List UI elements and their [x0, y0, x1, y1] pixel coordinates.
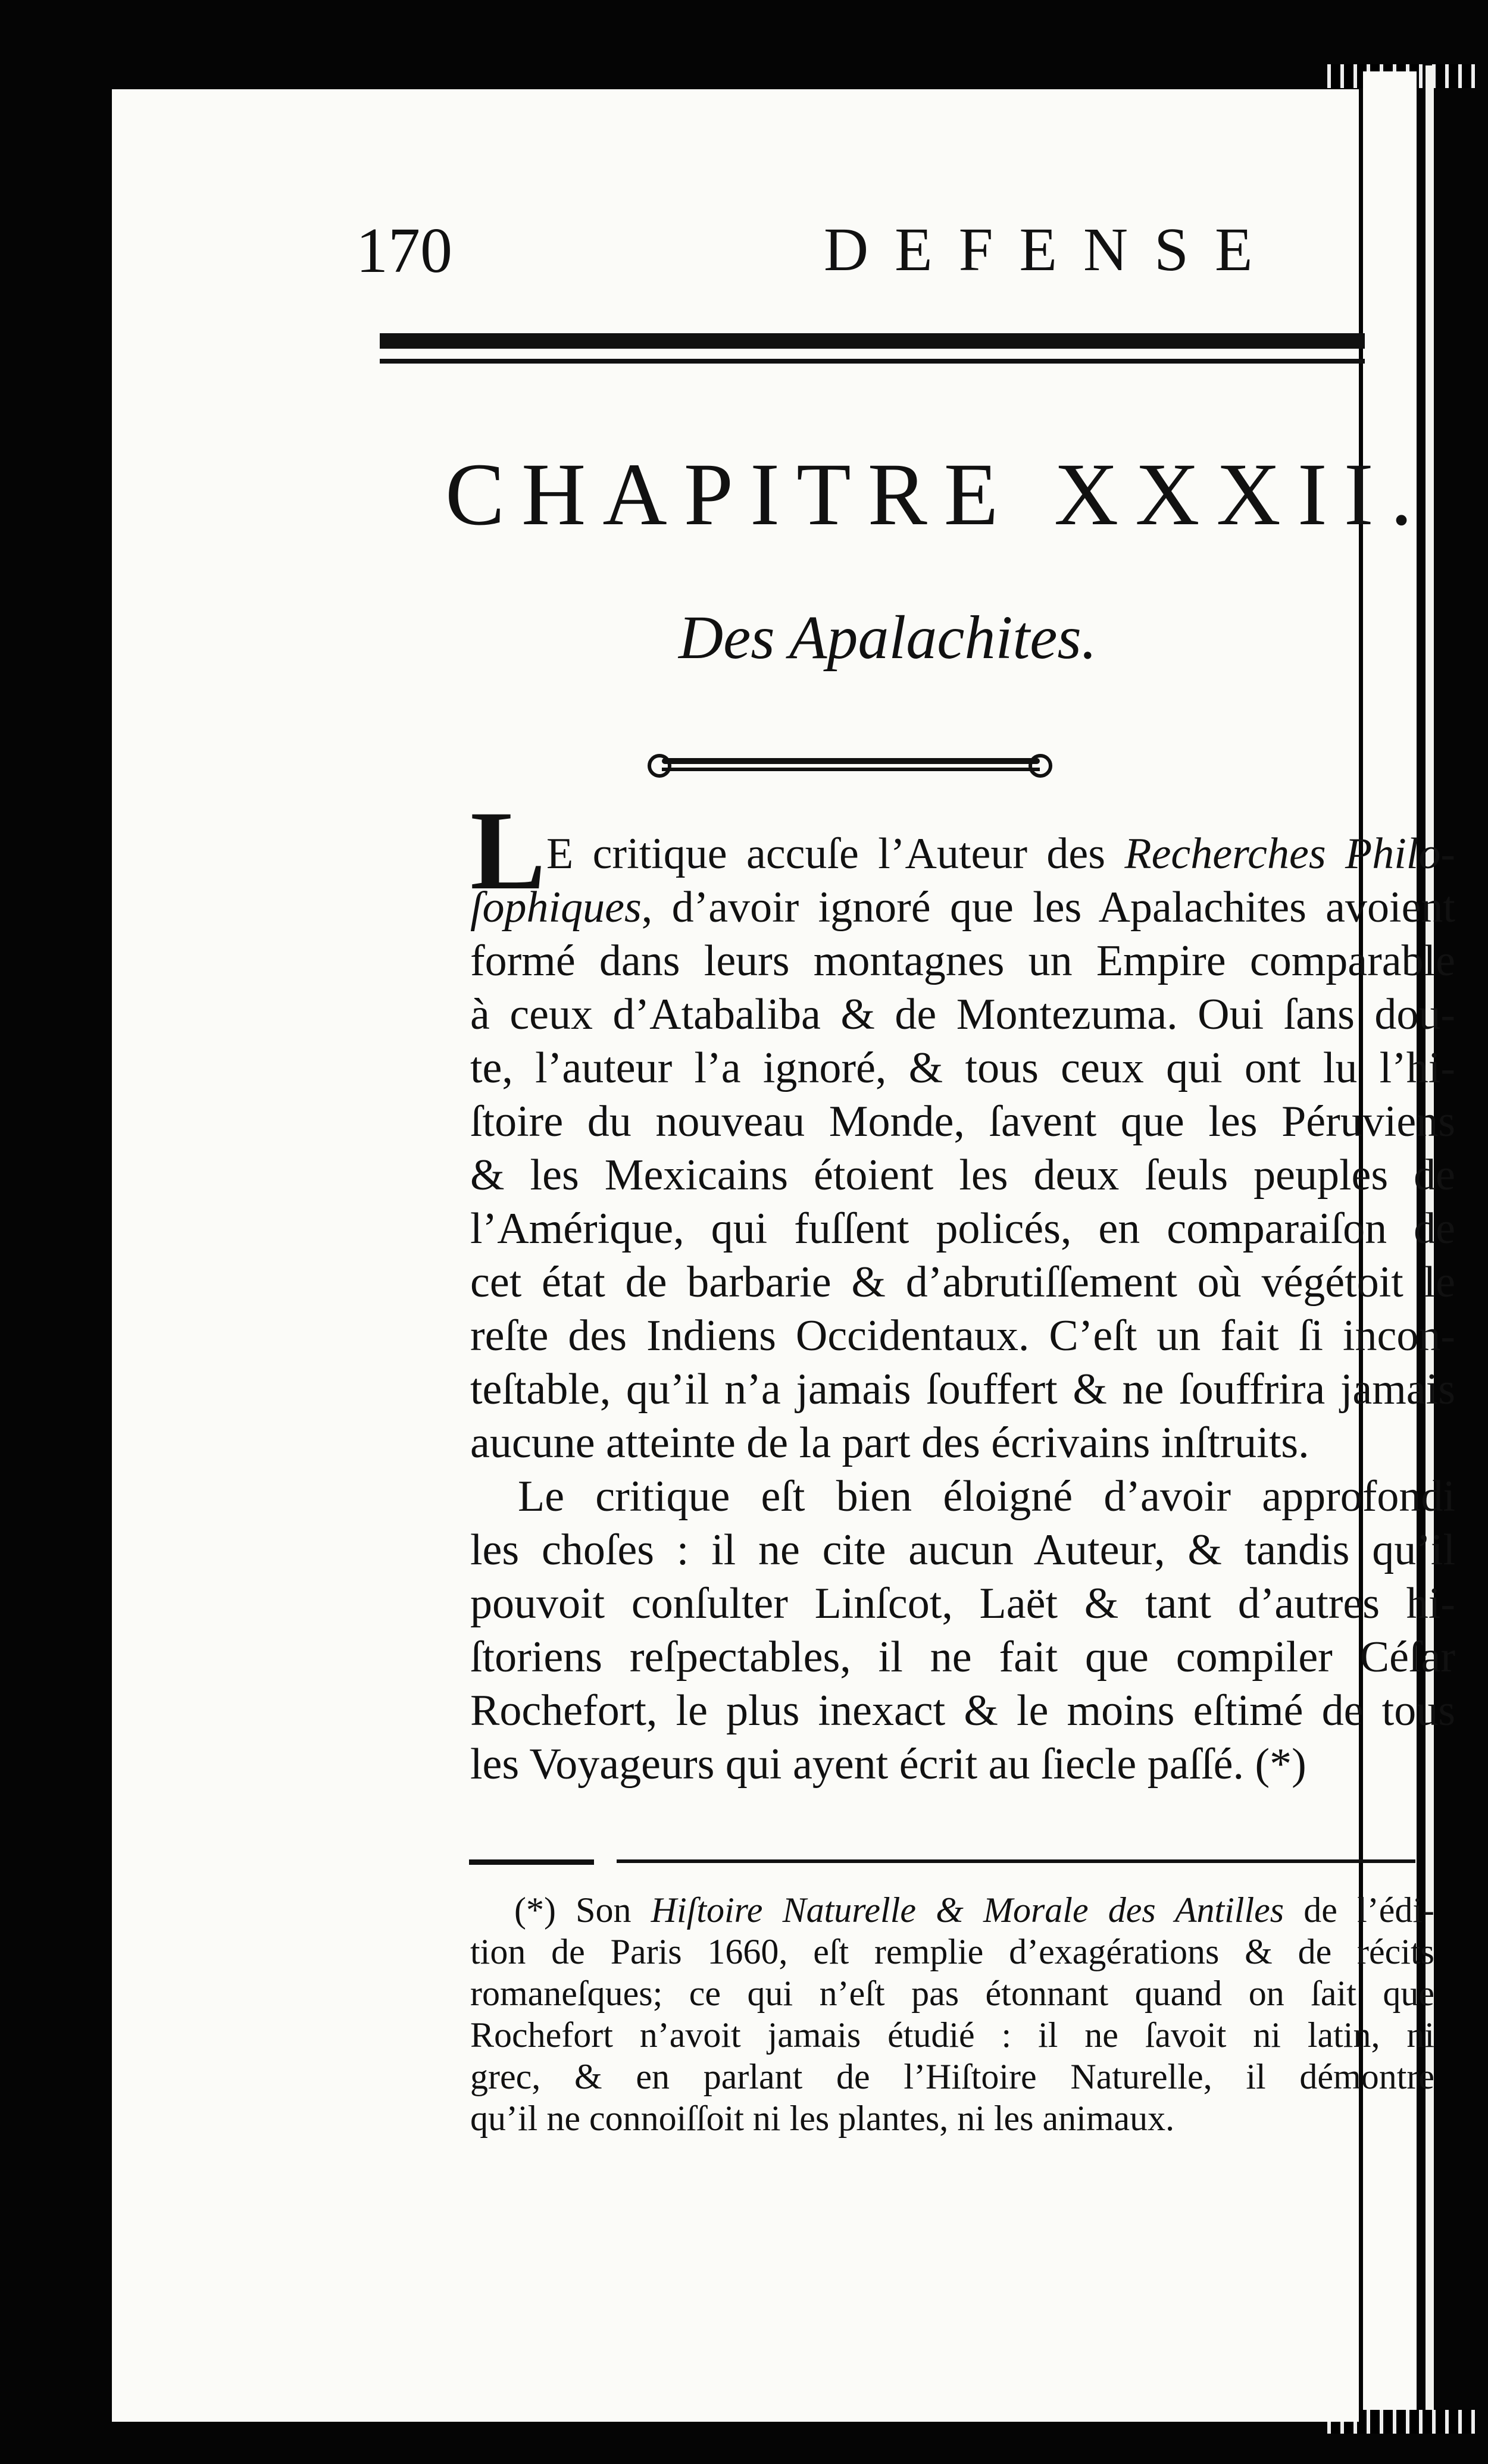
ornament-divider	[648, 753, 1052, 775]
footnote-line	[470, 1931, 1434, 1973]
ornament-line	[662, 768, 1040, 771]
body-text	[470, 827, 1455, 1791]
body-line	[470, 1684, 1455, 1737]
ornament-cap-left	[648, 754, 671, 778]
text-run: reſte des Indiens Occidentaux. C’eſt un fait ſi incon-	[470, 1311, 1455, 1360]
text-run: pouvoit conſulter Linſcot, Laët & tant d’autres hi-	[470, 1579, 1455, 1628]
drop-cap: L	[470, 788, 546, 913]
italic-text: Recherches Philo-	[1124, 829, 1455, 878]
body-line	[470, 827, 1455, 881]
body-line	[470, 1148, 1455, 1202]
body-line	[470, 1523, 1455, 1577]
body-line	[470, 1630, 1455, 1684]
text-run: , d’avoir ignoré que les Apalachites avoient	[641, 883, 1455, 932]
book-page	[112, 89, 1455, 2422]
running-head-title: DEFENSE	[824, 215, 1279, 284]
text-run: Rochefort, le plus inexact & le moins eſtimé de tous	[470, 1686, 1455, 1735]
header-rule-thick	[380, 333, 1365, 349]
chapter-title: CHAPITRE XXXII.	[445, 445, 1430, 544]
text-run: romaneſques; ce qui n’eſt pas étonnant quand on ſait que	[470, 1974, 1434, 2013]
running-head	[356, 214, 1427, 292]
body-line	[470, 1256, 1455, 1309]
text-run: Rochefort n’avoit jamais étudié : il ne ſavoit ni latin, ni	[470, 2015, 1434, 2055]
text-run: ſtoriens reſpectables, il ne fait que compiler Céſar	[470, 1633, 1455, 1682]
footnote-rule-short	[469, 1859, 594, 1865]
text-run: de l’édi-	[1284, 1890, 1434, 1930]
text-run: l’Amérique, qui fuſſent policés, en comparaiſon de	[470, 1204, 1455, 1253]
ornament-cap-right	[1029, 754, 1052, 778]
body-line	[470, 1577, 1455, 1630]
text-run: te, l’auteur l’a ignoré, & tous ceux qui ont lu l’hi-	[470, 1044, 1455, 1092]
header-rule-thin	[380, 359, 1365, 364]
body-line	[470, 934, 1455, 988]
body-line	[470, 881, 1455, 934]
footnote-rule-long	[617, 1859, 1415, 1863]
italic-text: Hiſtoire Naturelle & Morale des Antilles	[651, 1890, 1284, 1930]
italic-text: ſophiques	[470, 883, 642, 932]
body-line	[470, 1363, 1455, 1416]
chapter-subtitle: Des Apalachites.	[679, 603, 1097, 672]
body-line	[470, 1416, 1455, 1470]
text-run: teſtable, qu’il n’a jamais ſouffert & ne ſouffrira jamais	[470, 1365, 1455, 1414]
page-content	[112, 89, 1455, 2422]
text-run: les Voyageurs qui ayent écrit au ſiecle paſſé. (*)	[470, 1740, 1306, 1789]
text-run: E critique accuſe l’Auteur des	[546, 829, 1125, 878]
body-line	[470, 1095, 1455, 1148]
text-run: à ceux d’Atabaliba & de Montezuma. Oui ſans dou-	[470, 990, 1455, 1039]
text-run: formé dans leurs montagnes un Empire comparable	[470, 937, 1455, 985]
footnote-line	[470, 2014, 1434, 2056]
page-number: 170	[356, 215, 452, 286]
body-line	[470, 1202, 1455, 1256]
body-line	[470, 1041, 1455, 1095]
body-line	[470, 1737, 1455, 1791]
text-run: (*) Son	[514, 1890, 651, 1930]
footnote-line	[470, 1973, 1434, 2014]
text-run: qu’il ne connoiſſoit ni les plantes, ni les animaux.	[470, 2099, 1175, 2138]
text-run: Le critique eſt bien éloigné d’avoir approfondi	[518, 1472, 1455, 1521]
text-run: & les Mexicains étoient les deux ſeuls peuples de	[470, 1151, 1455, 1200]
text-run: tion de Paris 1660, eſt remplie d’exagérations & de récits	[470, 1932, 1434, 1971]
text-run: ſtoire du nouveau Monde, ſavent que les Péruviens	[470, 1097, 1455, 1146]
text-run: aucune atteinte de la part des écrivains inſtruits.	[470, 1419, 1309, 1467]
text-run: les choſes : il ne cite aucun Auteur, & tandis qu’il	[470, 1526, 1455, 1574]
body-line	[470, 1470, 1455, 1523]
body-line	[470, 988, 1455, 1041]
footnote-line	[470, 2097, 1434, 2139]
footnote-line	[470, 1889, 1434, 1931]
footnote	[470, 1889, 1434, 2139]
footnote-line	[470, 2056, 1434, 2097]
text-run: cet état de barbarie & d’abrutiſſement où végétoit le	[470, 1258, 1455, 1307]
ornament-line	[662, 758, 1040, 764]
body-line	[470, 1309, 1455, 1363]
text-run: grec, & en parlant de l’Hiſtoire Naturelle, il démontre	[470, 2057, 1434, 2096]
